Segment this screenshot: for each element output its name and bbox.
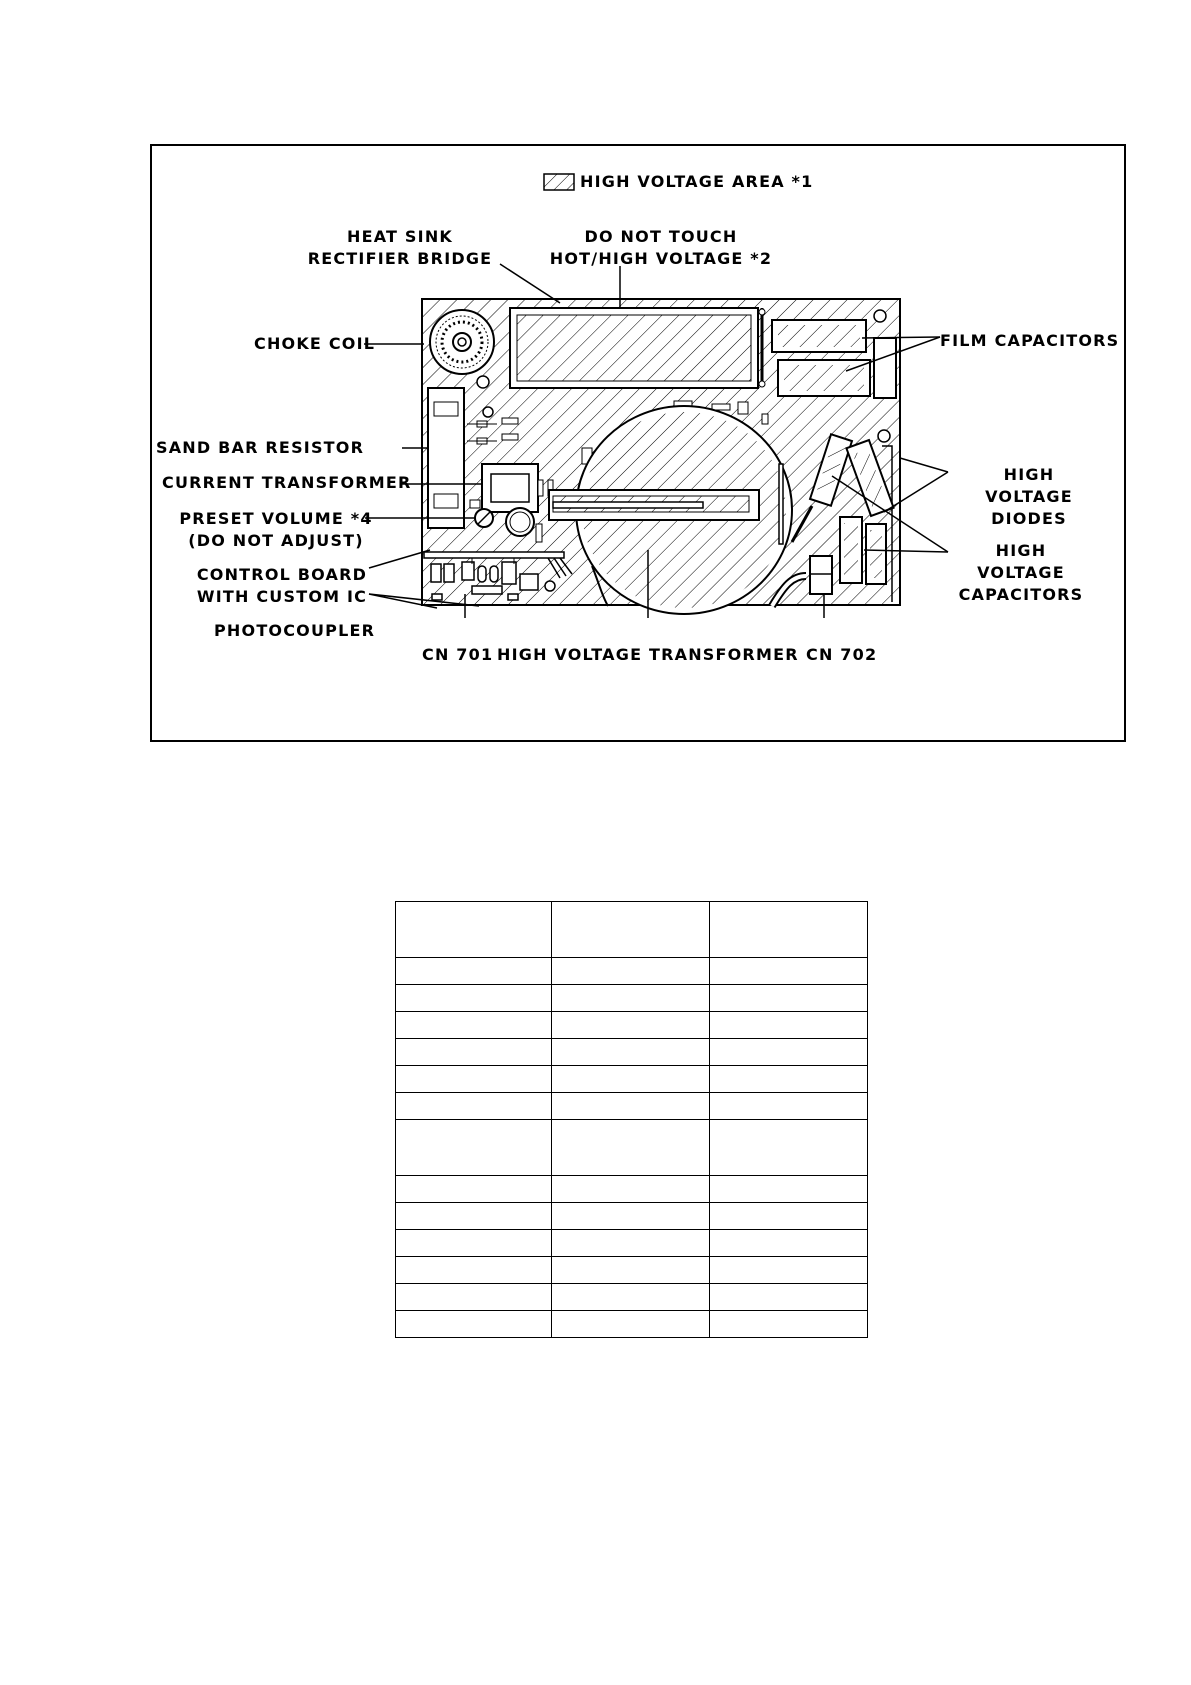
heat-sink-rectifier-label: HEAT SINK RECTIFIER BRIDGE [307,227,493,268]
legend-hatch-swatch [544,174,574,190]
current-transformer-label: CURRENT TRANSFORMER [162,473,412,492]
cn701-label: CN 701 [422,645,494,664]
table-cell [710,1176,868,1203]
table-row [396,1230,868,1257]
table-cell [552,1039,710,1066]
table-cell [396,1120,552,1176]
control-board-label: CONTROL BOARD WITH CUSTOM IC [196,565,368,606]
table-cell [710,1203,868,1230]
hv-diodes-label: HIGH VOLTAGE DIODES [985,465,1073,528]
table-row [396,1257,868,1284]
preset-volume-label: PRESET VOLUME *4 (DO NOT ADJUST) [179,509,373,550]
table-cell [710,1039,868,1066]
table-cell [396,1012,552,1039]
do-not-touch-label: DO NOT TOUCH HOT/HIGH VOLTAGE *2 [549,227,773,268]
film-capacitor-3 [874,338,896,398]
table-cell [710,1093,868,1120]
table-cell [396,1093,552,1120]
table-cell [710,1066,868,1093]
table-cell [552,1284,710,1311]
table-cell [710,958,868,985]
table-row [396,1039,868,1066]
choke-coil-shape [430,310,494,374]
table-cell [552,1066,710,1093]
legend-label: HIGH VOLTAGE AREA *1 [580,172,814,191]
table-cell [396,1176,552,1203]
diagram-frame [150,144,1126,742]
table-row [396,1284,868,1311]
table-cell [396,902,552,958]
table-cell [396,1311,552,1338]
table-row [396,958,868,985]
choke-coil-label: CHOKE COIL [254,334,376,353]
table-row [396,1203,868,1230]
sand-bar-resistor-label: SAND BAR RESISTOR [156,438,365,457]
table-cell [710,1257,868,1284]
table-grid [395,901,868,1338]
table-cell [710,1284,868,1311]
table-row [396,1176,868,1203]
table-cell [396,1257,552,1284]
table-cell [552,1012,710,1039]
table-row [396,902,868,958]
table-cell [396,1066,552,1093]
table-cell [552,958,710,985]
table-cell [396,1203,552,1230]
table-row [396,1311,868,1338]
film-capacitors-label: FILM CAPACITORS [940,331,1120,350]
table-cell [710,1311,868,1338]
table-cell [552,1176,710,1203]
table-cell [710,985,868,1012]
table-cell [552,1120,710,1176]
table-cell [710,902,868,958]
table-cell [710,1012,868,1039]
table-cell [396,985,552,1012]
table-cell [396,1230,552,1257]
table-cell [552,902,710,958]
table-cell [552,985,710,1012]
table-row [396,1120,868,1176]
table-cell [396,958,552,985]
blank-table [395,901,868,1338]
photocoupler-label: PHOTOCOUPLER [214,621,376,640]
hv-transformer-label: HIGH VOLTAGE TRANSFORMER [497,645,799,664]
table-cell [396,1284,552,1311]
table-cell [552,1257,710,1284]
table-cell [710,1230,868,1257]
cn702-connector [810,556,832,594]
table-cell [552,1093,710,1120]
table-cell [396,1039,552,1066]
table-row [396,1066,868,1093]
table-cell [552,1311,710,1338]
table-cell [552,1230,710,1257]
table-row [396,1012,868,1039]
hv-capacitors-label: HIGH VOLTAGE CAPACITORS [958,541,1084,604]
table-cell [710,1120,868,1176]
table-row [396,985,868,1012]
table-cell [552,1203,710,1230]
cn702-label: CN 702 [806,645,878,664]
table-row [396,1093,868,1120]
